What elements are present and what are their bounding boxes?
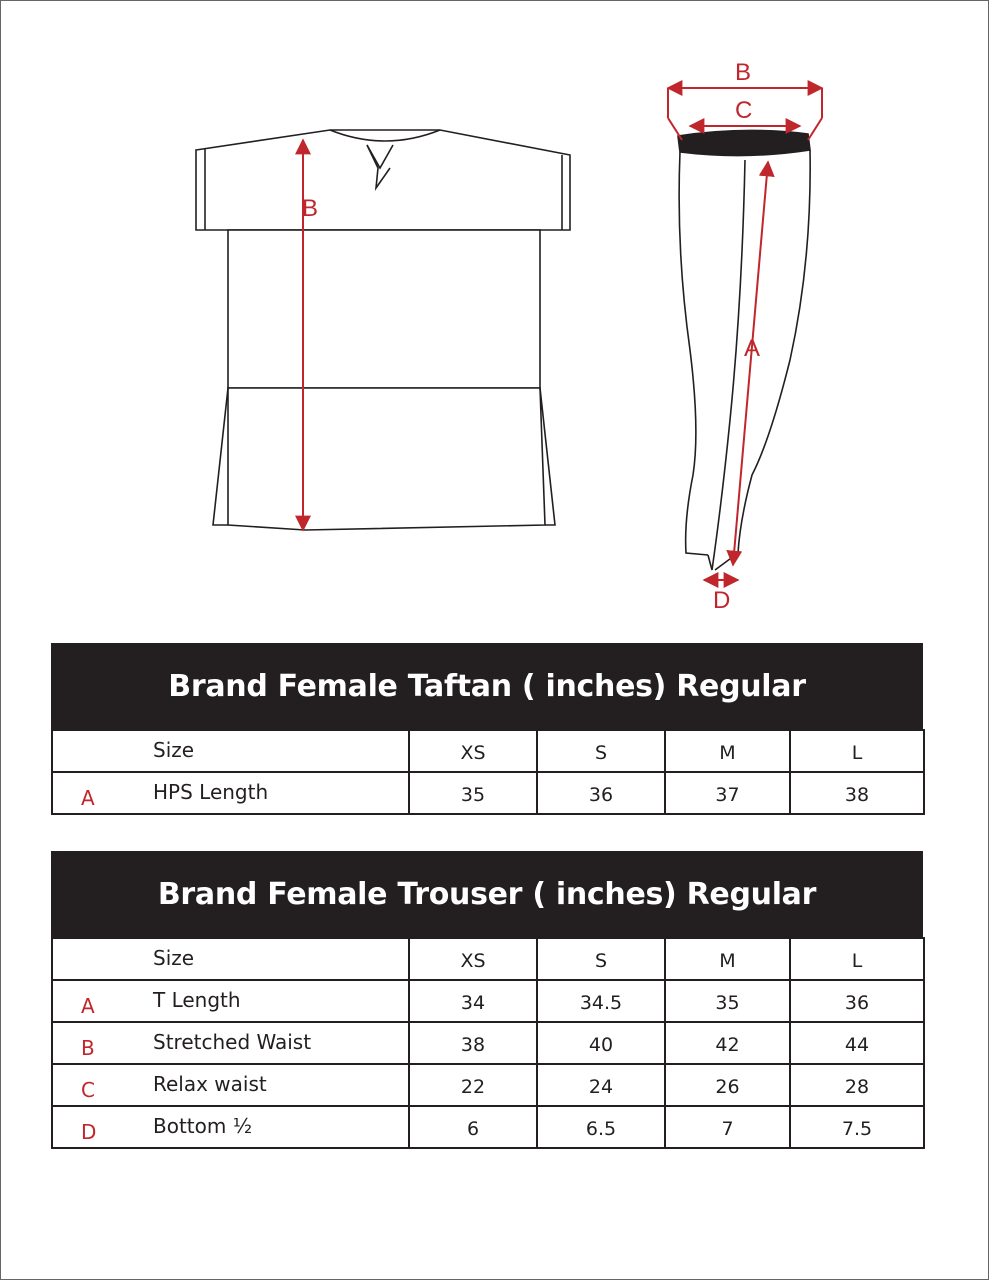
size-l: L <box>851 742 863 764</box>
row-letter: C <box>81 1078 95 1102</box>
size-header: Size <box>153 738 195 762</box>
size-m: M <box>719 950 736 972</box>
row-name: HPS Length <box>153 780 269 804</box>
taftan-table <box>51 729 925 815</box>
cell-value: 44 <box>844 1034 870 1056</box>
cell-value: 40 <box>588 1034 614 1056</box>
cell-value: 28 <box>844 1076 870 1098</box>
size-s: S <box>594 742 608 764</box>
cell-value: 6.5 <box>585 1118 617 1140</box>
row-name: Relax waist <box>153 1072 267 1096</box>
cell-value: 34.5 <box>579 992 623 1014</box>
cell-value: 37 <box>715 784 740 806</box>
taftan-illustration <box>196 130 570 530</box>
cell-value: 34 <box>460 992 486 1014</box>
trouser-label-c: C <box>735 97 753 124</box>
table-row <box>52 980 924 1022</box>
table-row <box>52 1022 924 1064</box>
cell-value: 38 <box>844 784 870 806</box>
cell-value: 35 <box>715 992 740 1014</box>
cell-value: 22 <box>460 1076 486 1098</box>
trouser-a-measure <box>733 162 768 565</box>
trouser-label-b: B <box>735 59 752 86</box>
cell-value: 36 <box>844 992 870 1014</box>
cell-value: 24 <box>588 1076 614 1098</box>
garment-diagram <box>0 0 989 630</box>
row-name: T Length <box>153 988 241 1012</box>
taftan-table-title: Brand Female Taftan ( inches) Regular <box>51 643 923 729</box>
taftan-size-table <box>51 643 923 815</box>
cell-value: 35 <box>460 784 486 806</box>
size-s: S <box>594 950 608 972</box>
size-xs: XS <box>460 950 486 972</box>
row-letter: D <box>81 1120 97 1144</box>
cell-value: 26 <box>715 1076 740 1098</box>
taftan-label-b: B <box>302 195 319 222</box>
table-row <box>52 1106 924 1148</box>
cell-value: 36 <box>588 784 614 806</box>
trouser-table-title: Brand Female Trouser ( inches) Regular <box>51 851 923 937</box>
row-letter: B <box>81 1036 95 1060</box>
cell-value: 38 <box>460 1034 486 1056</box>
trouser-label-a: A <box>744 335 761 362</box>
size-xs: XS <box>460 742 486 764</box>
trouser-label-d: D <box>713 587 731 614</box>
table-row <box>52 772 924 814</box>
row-name: Bottom ½ <box>153 1114 253 1138</box>
cell-value: 7 <box>721 1118 734 1140</box>
row-name: Stretched Waist <box>153 1030 312 1054</box>
cell-value: 6 <box>466 1118 480 1140</box>
row-letter: A <box>81 786 95 810</box>
table-header-row <box>52 730 924 772</box>
table-row <box>52 1064 924 1106</box>
cell-value: 7.5 <box>841 1118 873 1140</box>
size-header: Size <box>153 946 195 970</box>
size-m: M <box>719 742 736 764</box>
size-l: L <box>851 950 863 972</box>
table-header-row <box>52 938 924 980</box>
row-letter: A <box>81 994 95 1018</box>
trouser-table <box>51 937 925 1149</box>
trouser-size-table <box>51 851 923 1149</box>
cell-value: 42 <box>715 1034 740 1056</box>
